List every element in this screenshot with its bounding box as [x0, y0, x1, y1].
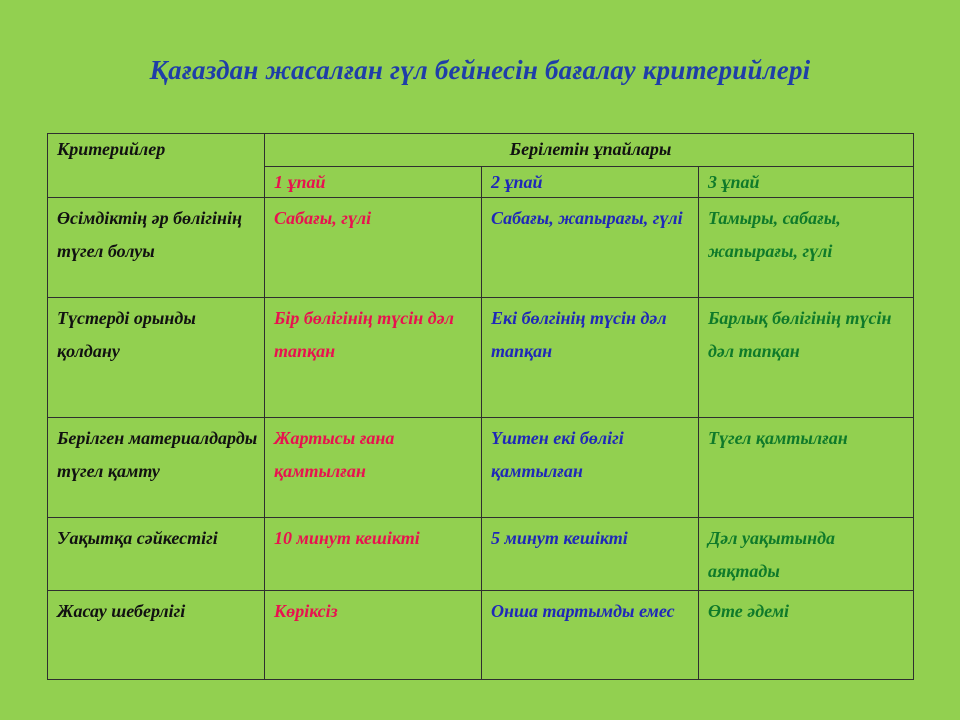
level-3-cell: Өте әдемі [699, 591, 914, 680]
level-3-cell: Түгел қамтылған [699, 418, 914, 518]
level-2-cell: Екі бөлгінің түсін дәл тапқан [482, 298, 699, 418]
points-header-cell: Берілетін ұпайлары [265, 134, 914, 167]
criteria-table [47, 133, 914, 680]
criteria-header-cell: Критерийлер [48, 134, 265, 198]
table-row [48, 591, 914, 680]
criterion-cell: Өсімдіктің әр бөлігінің түгел болуы [48, 198, 265, 298]
level-2-cell: Онша тартымды емес [482, 591, 699, 680]
table-header-row [48, 134, 914, 167]
criterion-cell: Уақытқа сәйкестігі [48, 518, 265, 591]
level-1-cell: Бір бөлігінің түсін дәл тапқан [265, 298, 482, 418]
criterion-cell: Жасау шеберлігі [48, 591, 265, 680]
table-row [48, 298, 914, 418]
criterion-cell: Түстерді орынды қолдану [48, 298, 265, 418]
level-2-cell: Үштен екі бөлігі қамтылған [482, 418, 699, 518]
level-3-cell: Тамыры, сабағы, жапырағы, гүлі [699, 198, 914, 298]
level-1-cell: Көріксіз [265, 591, 482, 680]
level-3-header: 3 ұпай [699, 167, 914, 198]
level-1-header: 1 ұпай [265, 167, 482, 198]
level-1-cell: 10 минут кешікті [265, 518, 482, 591]
level-2-cell: Сабағы, жапырағы, гүлі [482, 198, 699, 298]
level-1-cell: Жартысы ғана қамтылған [265, 418, 482, 518]
level-1-cell: Сабағы, гүлі [265, 198, 482, 298]
page-title: Қағаздан жасалған гүл бейнесін бағалау критерийлері [149, 55, 811, 85]
criterion-cell: Берілген материалдарды түгел қамту [48, 418, 265, 518]
level-3-cell: Барлық бөлігінің түсін дәл тапқан [699, 298, 914, 418]
level-2-cell: 5 минут кешікті [482, 518, 699, 591]
table-row [48, 198, 914, 298]
level-2-header: 2 ұпай [482, 167, 699, 198]
table-row [48, 418, 914, 518]
table-row [48, 518, 914, 591]
level-3-cell: Дәл уақытында аяқтады [699, 518, 914, 591]
